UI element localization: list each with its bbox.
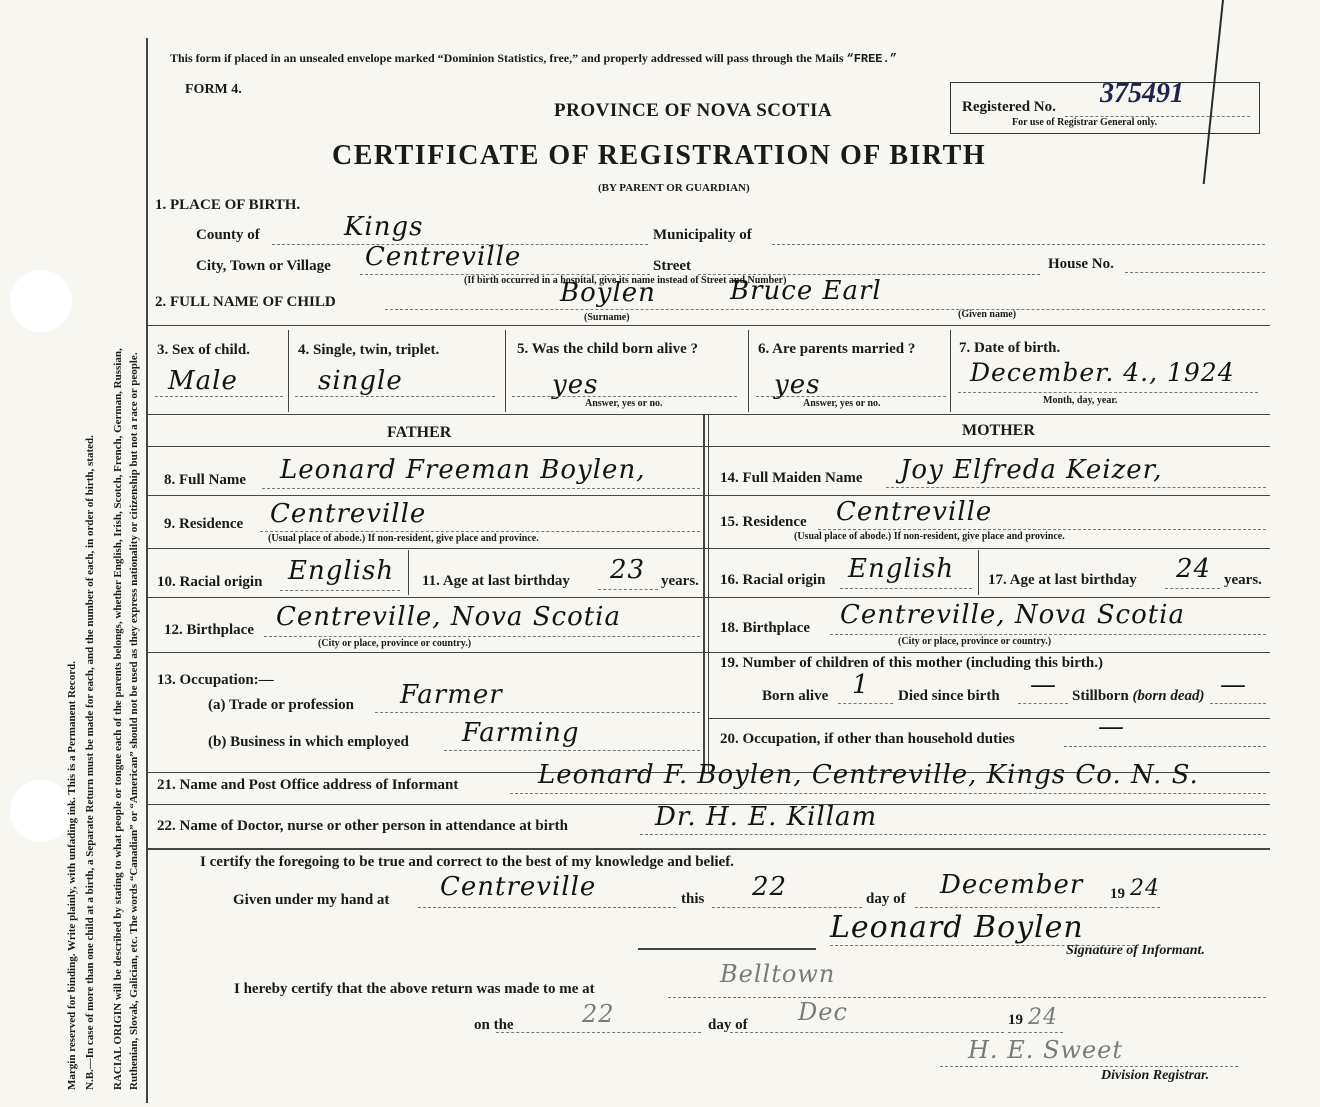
- mother-heading: MOTHER: [962, 422, 1035, 439]
- margin-note-binding: Margin reserved for binding. Write plainly, with unfading ink. This is a Permanent Record.: [66, 661, 78, 1090]
- father-business-label: (b) Business in which employed: [208, 734, 409, 750]
- mother-occupation-label: 20. Occupation, if other than household duties: [720, 731, 1015, 747]
- dob-label: 7. Date of birth.: [959, 340, 1061, 356]
- father-age-value: 23: [610, 555, 646, 585]
- plurality-label: 4. Single, twin, triplet.: [298, 342, 440, 358]
- mother-occupation-value: —: [1098, 712, 1125, 742]
- mother-residence-label: 15. Residence: [720, 514, 807, 530]
- mother-residence-note: (Usual place of abode.) If non-resident, give place and province.: [794, 531, 1065, 542]
- born-alive-label: 5. Was the child born alive ?: [517, 341, 698, 357]
- child-given-name-value: Bruce Earl: [730, 276, 882, 306]
- stillborn-note: (born dead): [1132, 688, 1205, 704]
- given-year-prefix: 19: [1110, 886, 1125, 902]
- father-business-value: Farming: [462, 718, 580, 748]
- sex-value: Male: [168, 366, 238, 396]
- mother-age-years: years.: [1224, 572, 1262, 588]
- dob-note: Month, day, year.: [1043, 395, 1118, 406]
- father-birthplace-note: (City or place, province or country.): [318, 638, 472, 649]
- return-day-value: 22: [582, 1000, 615, 1028]
- mother-name-label: 14. Full Maiden Name: [720, 470, 863, 486]
- registrar-signature: H. E. Sweet: [968, 1036, 1123, 1064]
- province-heading: PROVINCE OF NOVA SCOTIA: [554, 100, 833, 121]
- certification-statement: I certify the foregoing to be true and correct to the best of my knowledge and belief.: [200, 854, 734, 870]
- form-number: FORM 4.: [185, 82, 242, 97]
- born-alive-value: yes: [552, 370, 599, 400]
- father-age-years: years.: [661, 573, 699, 589]
- municipality-label: Municipality of: [653, 227, 752, 243]
- house-no-label: House No.: [1048, 256, 1114, 272]
- mother-name-value: Joy Elfreda Keizer,: [900, 455, 1163, 485]
- division-registrar-label: Division Registrar.: [1101, 1068, 1210, 1083]
- father-race-label: 10. Racial origin: [157, 574, 263, 590]
- mother-residence-value: Centreville: [836, 497, 993, 527]
- father-occupation-label: 13. Occupation:—: [157, 672, 274, 688]
- certificate-subtitle: (BY PARENT OR GUARDIAN): [598, 182, 750, 194]
- registered-number: 375491: [1100, 78, 1184, 109]
- column-divider: [703, 414, 705, 772]
- died-since-birth-label: Died since birth: [898, 688, 1000, 704]
- mother-age-label: 17. Age at last birthday: [988, 572, 1137, 588]
- hospital-note: (If birth occurred in a hospital, give its name instead of Street and Number): [464, 275, 787, 286]
- child-surname-value: Boylen: [560, 278, 656, 308]
- parents-married-value: yes: [774, 370, 821, 400]
- mother-birthplace-note: (City or place, province or country.): [898, 636, 1052, 647]
- father-birthplace-value: Centreville, Nova Scotia: [276, 602, 621, 632]
- mother-birthplace-value: Centreville, Nova Scotia: [840, 600, 1185, 630]
- given-day-value: 22: [752, 872, 788, 902]
- city-value: Centreville: [365, 242, 522, 272]
- return-month-value: Dec: [798, 998, 848, 1026]
- doctor-label: 22. Name of Doctor, nurse or other person in attendance at birth: [157, 818, 568, 834]
- given-place-value: Centreville: [440, 872, 597, 902]
- margin-note-multiple-births: N.B.—In case of more than one child at a birth, a Separate Return must be made for each, and the number of each, in order of birth, stated.: [84, 435, 96, 1090]
- parents-married-label: 6. Are parents married ?: [758, 341, 916, 357]
- given-under-hand-label: Given under my hand at: [233, 892, 390, 908]
- place-of-birth-heading: 1. PLACE OF BIRTH.: [155, 197, 301, 213]
- born-alive-count-label: Born alive: [762, 688, 829, 704]
- this-label: this: [681, 891, 705, 907]
- mother-birthplace-label: 18. Birthplace: [720, 620, 810, 636]
- child-name-label: 2. FULL NAME OF CHILD: [155, 294, 336, 310]
- plurality-value: single: [318, 366, 403, 396]
- given-month-value: December: [940, 870, 1084, 900]
- informant-signature: Leonard Boylen: [830, 910, 1084, 945]
- sex-label: 3. Sex of child.: [157, 342, 250, 358]
- doctor-value: Dr. H. E. Killam: [655, 802, 878, 832]
- surname-note: (Surname): [584, 312, 630, 323]
- mother-race-value: English: [848, 554, 955, 584]
- free-label: “FREE.”: [846, 52, 897, 66]
- return-year-prefix: 19: [1008, 1012, 1023, 1028]
- on-the-label: on the: [474, 1017, 514, 1033]
- return-day-of-label: day of: [708, 1017, 748, 1033]
- county-label: County of: [196, 227, 260, 243]
- return-place-value: Belltown: [720, 960, 836, 988]
- father-name-label: 8. Full Name: [164, 472, 247, 488]
- mother-children-label: 19. Number of children of this mother (including this birth.): [720, 655, 1103, 671]
- signature-label: Signature of Informant.: [1066, 943, 1205, 958]
- father-birthplace-label: 12. Birthplace: [164, 622, 254, 638]
- father-residence-note: (Usual place of abode.) If non-resident, give place and province.: [268, 533, 539, 544]
- form-left-border: [146, 38, 148, 1103]
- city-label: City, Town or Village: [196, 258, 331, 274]
- return-year-value: 24: [1028, 1005, 1058, 1030]
- stillborn-label: Stillborn (born dead): [1072, 688, 1205, 704]
- margin-note-racial-origin-cont: Ruthenian, Slovak, Galician, etc. The words “Canadian” or “American” should not be used as they express nationality or citizenship but not a race or people.: [128, 352, 140, 1090]
- father-heading: FATHER: [387, 424, 452, 441]
- dob-value: December. 4., 1924: [970, 358, 1235, 387]
- street-label: Street: [653, 258, 692, 274]
- certificate-title: CERTIFICATE OF REGISTRATION OF BIRTH: [332, 140, 987, 171]
- registered-label: Registered No.: [962, 99, 1056, 115]
- informant-value: Leonard F. Boylen, Centreville, Kings Co. N. S.: [538, 760, 1199, 790]
- stillborn-value: —: [1220, 670, 1247, 700]
- father-residence-value: Centreville: [270, 499, 427, 529]
- punch-hole-bottom: [10, 780, 72, 842]
- registrar-use-note: For use of Registrar General only.: [1012, 117, 1158, 128]
- born-alive-count-value: 1: [852, 670, 870, 700]
- informant-label: 21. Name and Post Office address of Informant: [157, 777, 459, 793]
- parents-married-note: Answer, yes or no.: [803, 398, 881, 409]
- father-race-value: English: [288, 556, 395, 586]
- margin-note-racial-origin: RACIAL ORIGIN will be described by stating to what people or tongue each of the parents belongs, whether English, Irish, Scotch, French, German, Russian,: [112, 348, 124, 1090]
- county-value: Kings: [344, 212, 424, 242]
- father-name-value: Leonard Freeman Boylen,: [280, 455, 646, 485]
- return-label: I hereby certify that the above return was made to me at: [234, 981, 595, 997]
- mail-note: This form if placed in an unsealed envelope marked “Dominion Statistics, free,” and properly addressed will pass through the Mails “FREE.”: [170, 51, 897, 66]
- given-year-value: 24: [1130, 876, 1160, 901]
- punch-hole-top: [10, 270, 72, 332]
- born-alive-note: Answer, yes or no.: [585, 398, 663, 409]
- given-day-of-label: day of: [866, 891, 906, 907]
- father-trade-label: (a) Trade or profession: [208, 697, 354, 713]
- mother-age-value: 24: [1176, 554, 1212, 584]
- father-trade-value: Farmer: [400, 680, 503, 710]
- father-residence-label: 9. Residence: [164, 516, 244, 532]
- father-age-label: 11. Age at last birthday: [422, 573, 570, 589]
- mother-race-label: 16. Racial origin: [720, 572, 826, 588]
- died-since-birth-value: —: [1030, 670, 1057, 700]
- given-name-note: (Given name): [958, 309, 1017, 320]
